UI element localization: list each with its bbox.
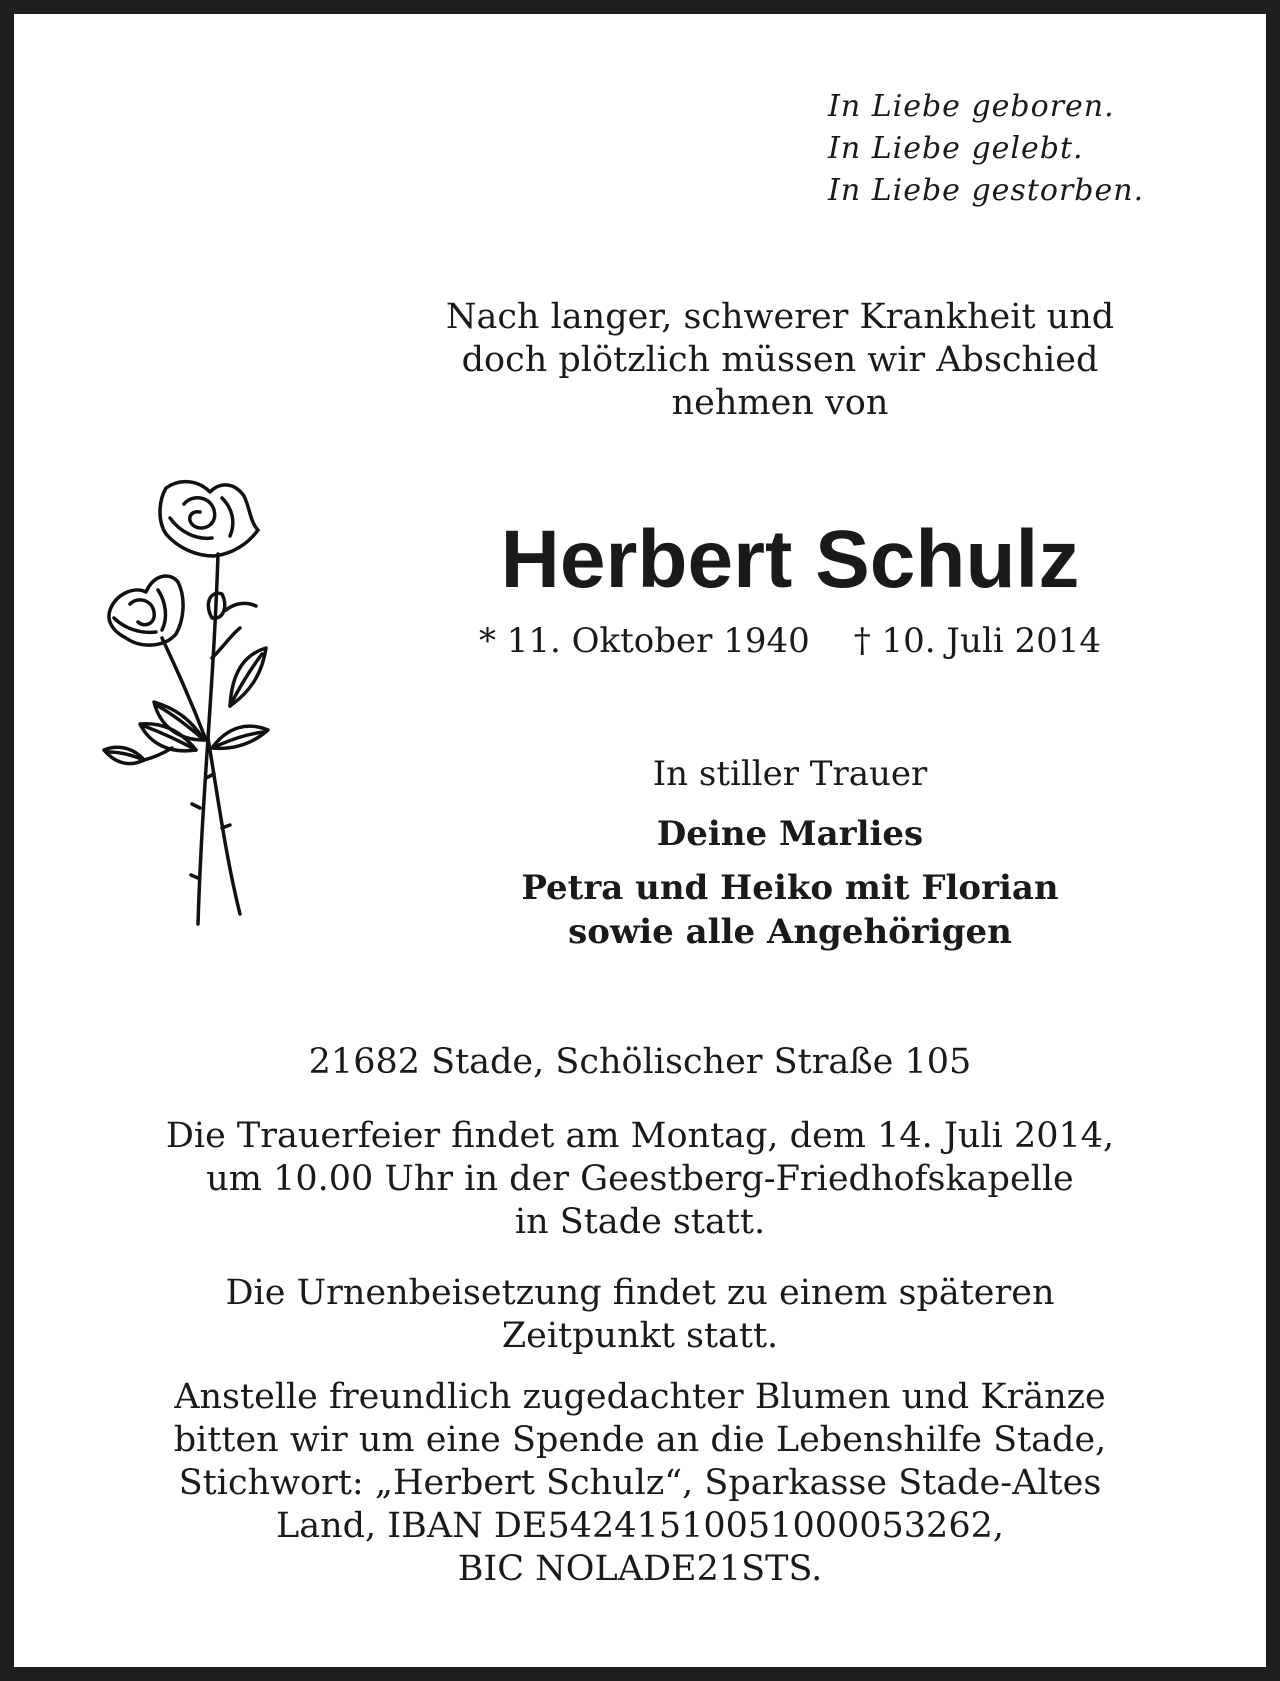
life-dates — [430, 620, 1150, 662]
funeral-line: Die Trauerfeier findet am Montag, dem 14. Juli 2014, — [165, 1116, 1115, 1156]
mourner-line: sowie alle Angehörigen — [568, 912, 1012, 952]
donation-notice — [60, 1376, 1220, 1591]
intro-line: nehmen von — [671, 383, 889, 423]
urn-line: Die Urnenbeisetzung findet zu einem späteren — [225, 1273, 1055, 1313]
intro-line: Nach langer, schwerer Krankheit und — [445, 297, 1115, 337]
motto-line: In Liebe geboren. — [828, 89, 1115, 124]
mourner-line: Petra und Heiko mit Florian — [521, 868, 1059, 908]
address: 21682 Stade, Schölischer Straße 105 — [308, 1042, 972, 1082]
intro-text — [380, 296, 1180, 425]
funeral-line: um 10.00 Uhr in der Geestberg-Friedhofskapelle — [206, 1159, 1074, 1199]
donation-line: Anstelle freundlich zugedachter Blumen und Kränze — [174, 1377, 1106, 1417]
funeral-notice — [60, 1115, 1220, 1244]
mourner-line: Deine Marlies — [656, 814, 924, 854]
motto-line: In Liebe gestorben. — [828, 173, 1145, 208]
intro-line: doch plötzlich müssen wir Abschied — [461, 340, 1099, 380]
deceased-name: Herbert Schulz — [500, 514, 1080, 605]
motto-line: In Liebe gelebt. — [828, 131, 1084, 166]
rose-illustration — [100, 478, 300, 930]
funeral-line: in Stade statt. — [514, 1202, 766, 1242]
urn-line: Zeitpunkt statt. — [501, 1316, 779, 1356]
donation-line: BIC NOLADE21STS. — [457, 1549, 823, 1589]
death-date: † 10. Juli 2014 — [853, 621, 1102, 661]
birth-date: * 11. Oktober 1940 — [478, 621, 810, 661]
donation-line: bitten wir um eine Spende an die Lebenshilfe Stade, — [173, 1420, 1107, 1460]
donation-line: Stichwort: „Herbert Schulz“, Sparkasse Stade-Altes — [178, 1463, 1102, 1503]
mourners-list — [420, 812, 1160, 954]
motto — [828, 86, 1248, 212]
donation-line: Land, IBAN DE54241510051000053262, — [276, 1506, 1004, 1546]
urn-notice — [60, 1272, 1220, 1358]
mourning-label: In stiller Trauer — [652, 754, 928, 794]
